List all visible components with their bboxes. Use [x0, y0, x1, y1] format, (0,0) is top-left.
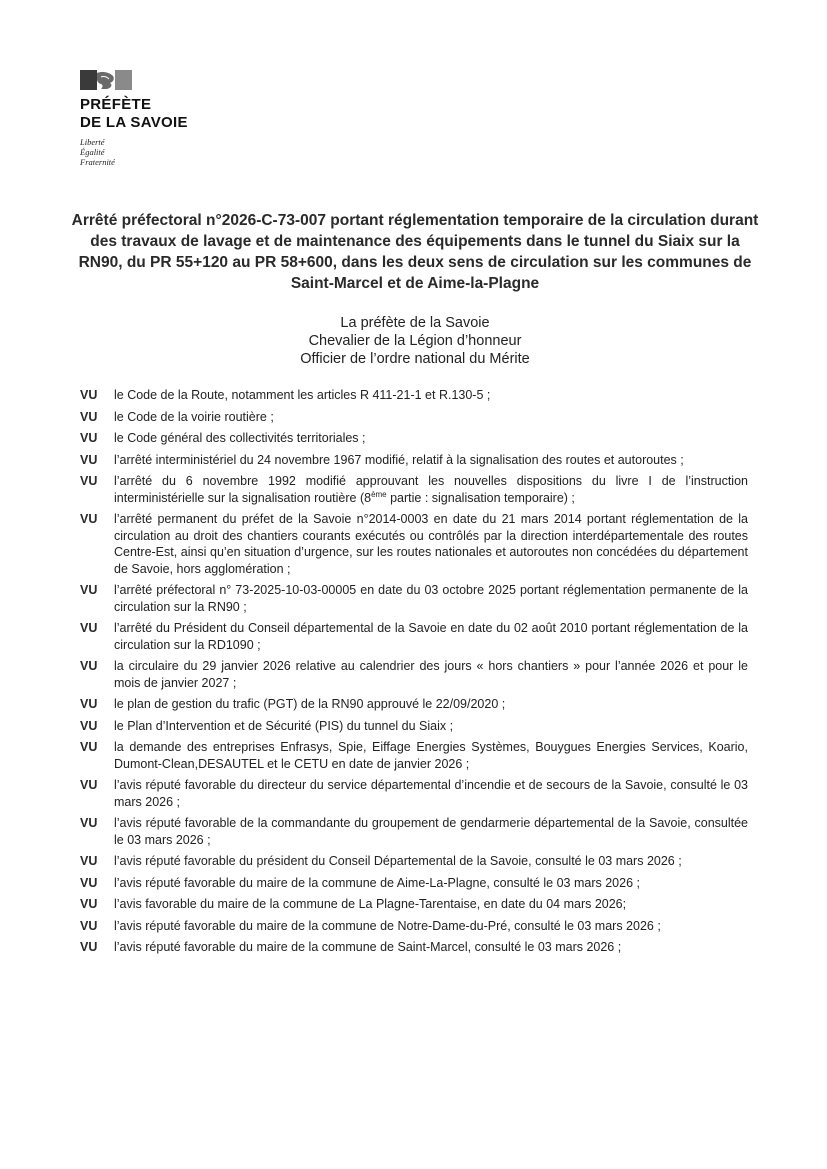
vu-label: VU: [80, 854, 98, 868]
vu-label: VU: [80, 388, 98, 402]
vu-label: VU: [80, 740, 98, 754]
vu-text: le Code de la Route, notamment les articles R 411-21-1 et R.130-5 ;: [114, 388, 491, 402]
vu-item: [80, 387, 748, 404]
vu-item: [80, 739, 748, 772]
vu-text: [114, 473, 748, 506]
decree-title: Arrêté préfectoral n°2026-C-73-007 portant réglementation temporaire de la circulation durant des travaux de lavage et de maintenance des équipements dans le tunnel du Siaix sur la RN90, du PR 55+120 au PR 58+600, dans les deux sens de circulation sur les communes de Saint-Marcel et de Aime-la-Plagne: [71, 212, 759, 292]
vu-text: le plan de gestion du trafic (PGT) de la RN90 approuvé le 22/09/2020 ;: [114, 697, 506, 711]
vu-item: [80, 452, 748, 469]
vu-item: [80, 896, 748, 913]
vu-label: VU: [80, 918, 98, 933]
vu-text-part: partie : signalisation temporaire) ;: [386, 490, 575, 505]
ordinal-suffix: ème: [371, 489, 387, 499]
vu-label: VU: [80, 659, 98, 673]
vu-text: la demande des entreprises Enfrasys, Spie, Eiffage Energies Systèmes, Bouygues Energies Services, Koario, Dumont-Clean,DESAUTEL et le CETU en date de janvier 2026 ;: [114, 740, 748, 771]
vu-item: [80, 718, 748, 735]
vu-item: [80, 409, 748, 426]
vu-item: [80, 658, 748, 691]
motto-egalite: Égalité: [80, 147, 105, 157]
signatory-line-1: La préfète de la Savoie: [340, 315, 490, 331]
signatory-block: [200, 314, 630, 368]
vu-text: le Code général des collectivités territoriales ;: [114, 431, 366, 445]
vu-item: [80, 815, 748, 848]
vu-item: [80, 918, 748, 935]
vu-text: l’avis réputé favorable du maire de la commune de Aime-La-Plagne, consulté le 03 mars 2026 ;: [114, 875, 640, 890]
vu-text: l’avis réputé favorable du président du Conseil Départemental de la Savoie, consulté le 03 mars 2026 ;: [114, 854, 682, 868]
vu-text-part: l’arrêté du 6 novembre 1992 modifié approuvant les nouvelles dispositions du livre I de l’instruction interministérielle sur la signalisation routière (8: [114, 474, 748, 505]
vu-text: la circulaire du 29 janvier 2026 relative au calendrier des jours « hors chantiers » pour l’année 2026 et pour le mois de janvier 2027 ;: [114, 659, 748, 690]
vu-item: [80, 511, 748, 577]
vu-label: VU: [80, 718, 98, 733]
vu-text: l’avis réputé favorable du directeur du service départemental d’incendie et de secours de la Savoie, consulté le 03 mars 2026 ;: [114, 778, 748, 809]
vu-label: VU: [80, 816, 98, 830]
vu-text: le Code de la voirie routière ;: [114, 409, 274, 424]
vu-label: VU: [80, 897, 98, 911]
signatory-line-3: Officier de l’ordre national du Mérite: [300, 351, 530, 367]
institution-line-1: PRÉFÈTE: [80, 96, 152, 113]
motto-liberte: Liberté: [80, 137, 105, 147]
vu-text: l’arrêté préfectoral n° 73-2025-10-03-00005 en date du 03 octobre 2025 portant réglementation permanente de la circulation sur la RN90 ;: [114, 583, 748, 614]
vu-item: [80, 582, 748, 615]
vu-text: l’arrêté du Président du Conseil départemental de la Savoie en date du 02 août 2010 portant réglementation de la circulation sur la RD1090 ;: [114, 621, 748, 652]
vu-label: VU: [80, 778, 98, 792]
vu-item: [80, 853, 748, 870]
vu-label: VU: [80, 621, 98, 635]
vu-text: l’avis réputé favorable de la commandante du groupement de gendarmerie départemental de la Savoie, consultée le 03 mars 2026 ;: [114, 816, 748, 847]
republic-motto: [80, 137, 280, 167]
vu-label: VU: [80, 512, 98, 526]
vu-item: [80, 777, 748, 810]
vu-label: VU: [80, 940, 98, 954]
vu-item: [80, 620, 748, 653]
vu-text: le Plan d’Intervention et de Sécurité (PIS) du tunnel du Siaix ;: [114, 718, 454, 733]
vu-list: [80, 387, 748, 961]
vu-label: VU: [80, 452, 98, 467]
vu-text: l’avis réputé favorable du maire de la commune de Notre-Dame-du-Pré, consulté le 03 mars 2026 ;: [114, 918, 661, 933]
vu-label: VU: [80, 409, 98, 424]
vu-label: VU: [80, 474, 98, 488]
vu-item: [80, 939, 748, 956]
vu-item: [80, 473, 748, 506]
prefecture-logo: [80, 70, 280, 167]
signatory-line-2: Chevalier de la Légion d’honneur: [308, 333, 522, 349]
vu-item: [80, 430, 748, 447]
vu-item: [80, 875, 748, 892]
vu-label: VU: [80, 583, 98, 597]
institution-name: [80, 96, 280, 132]
vu-item: [80, 696, 748, 713]
vu-label: VU: [80, 431, 98, 445]
marianne-emblem-icon: [80, 70, 132, 90]
vu-text: l’avis favorable du maire de la commune de La Plagne-Tarentaise, en date du 04 mars 2026;: [114, 897, 627, 911]
vu-text: l’arrêté permanent du préfet de la Savoie n°2014-0003 en date du 21 mars 2014 portant réglementation de la circulation au droit des chantiers courants exécutés ou contrôlés par la direction interdépartementale des routes Centre-Est, ainsi qu’en situation d’urgence, sur les routes nationales et autoroutes non concédées du département de Savoie, hors agglomération ;: [114, 512, 748, 576]
vu-text: l’arrêté interministériel du 24 novembre 1967 modifié, relatif à la signalisation des routes et autoroutes ;: [114, 452, 684, 467]
vu-label: VU: [80, 697, 98, 711]
vu-label: VU: [80, 875, 98, 890]
institution-line-2: DE LA SAVOIE: [80, 114, 188, 131]
motto-fraternite: Fraternité: [80, 157, 115, 167]
vu-text: l’avis réputé favorable du maire de la commune de Saint-Marcel, consulté le 03 mars 2026 ;: [114, 940, 622, 954]
